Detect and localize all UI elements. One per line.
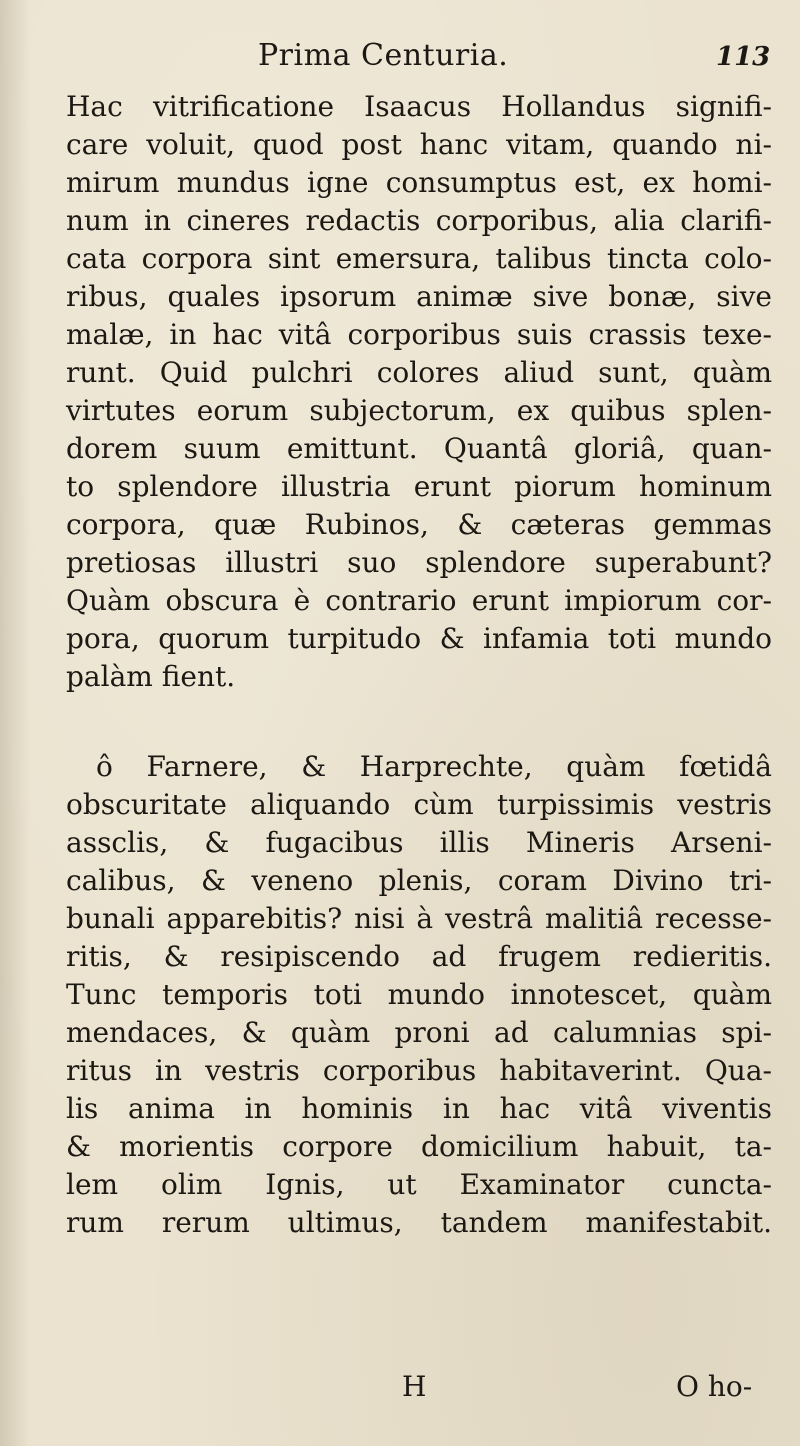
text-line: assclis, & fugacibus illis Mineris Arseni- — [66, 826, 772, 859]
text-line: bunali apparebitis? nisi à vestrâ malitiâ recesse- — [66, 902, 772, 935]
text-line: obscuritate aliquando cùm turpissimis vestris — [66, 788, 772, 821]
text-line: Quàm obscura è contrario erunt impiorum cor- — [66, 584, 772, 617]
signature-mark: H — [402, 1370, 427, 1403]
text-line: mirum mundus igne consumptus est, ex homi- — [66, 166, 772, 199]
text-line: care voluit, quod post hanc vitam, quando ni- — [66, 128, 772, 161]
paragraph-2 — [66, 748, 772, 1242]
text-line: palàm fient. — [66, 660, 236, 693]
text-line: to splendore illustria erunt piorum hominum — [66, 470, 772, 503]
text-line: corpora, quæ Rubinos, & cæteras gemmas — [66, 508, 772, 541]
text-line: ritis, & resipiscendo ad frugem redieritis. — [66, 940, 772, 973]
text-line: mendaces, & quàm proni ad calumnias spi- — [66, 1016, 772, 1049]
text-line: lis anima in hominis in hac vitâ viventis — [66, 1092, 772, 1125]
page-footer — [0, 1370, 800, 1410]
text-line: virtutes eorum subjectorum, ex quibus splen- — [66, 394, 772, 427]
text-line: Hac vitrificatione Isaacus Hollandus signifi- — [66, 90, 772, 123]
page-number: 113 — [716, 42, 771, 72]
text-line: runt. Quid pulchri colores aliud sunt, quàm — [66, 356, 772, 389]
text-line: ritus in vestris corporibus habitaverint. Qua- — [66, 1054, 772, 1087]
paragraph-gap — [66, 696, 772, 748]
running-head: Prima Centuria. — [258, 38, 509, 73]
page-header — [0, 38, 800, 78]
catchword: O ho- — [676, 1370, 753, 1403]
text-line: pora, quorum turpitudo & infamia toti mundo — [66, 622, 772, 655]
text-line: rum rerum ultimus, tandem manifestabit. — [66, 1206, 772, 1239]
text-line: dorem suum emittunt. Quantâ gloriâ, quan- — [66, 432, 772, 465]
text-line: Tunc temporis toti mundo innotescet, quàm — [66, 978, 772, 1011]
text-line: cata corpora sint emersura, talibus tincta colo- — [66, 242, 772, 275]
text-line: ô Farnere, & Harprechte, quàm fœtidâ — [96, 750, 772, 783]
paragraph-1 — [66, 88, 772, 696]
text-line: num in cineres redactis corporibus, alia clarifi- — [66, 204, 772, 237]
gutter-shadow — [0, 0, 30, 1446]
text-line: lem olim Ignis, ut Examinator cuncta- — [66, 1168, 772, 1201]
text-line: calibus, & veneno plenis, coram Divino tri- — [66, 864, 772, 897]
text-line: malæ, in hac vitâ corporibus suis crassis texe- — [66, 318, 772, 351]
text-line: pretiosas illustri suo splendore superabunt? — [66, 546, 772, 579]
text-line: & morientis corpore domicilium habuit, ta- — [66, 1130, 772, 1163]
text-line: ribus, quales ipsorum animæ sive bonæ, sive — [66, 280, 772, 313]
body-text — [66, 88, 772, 1242]
